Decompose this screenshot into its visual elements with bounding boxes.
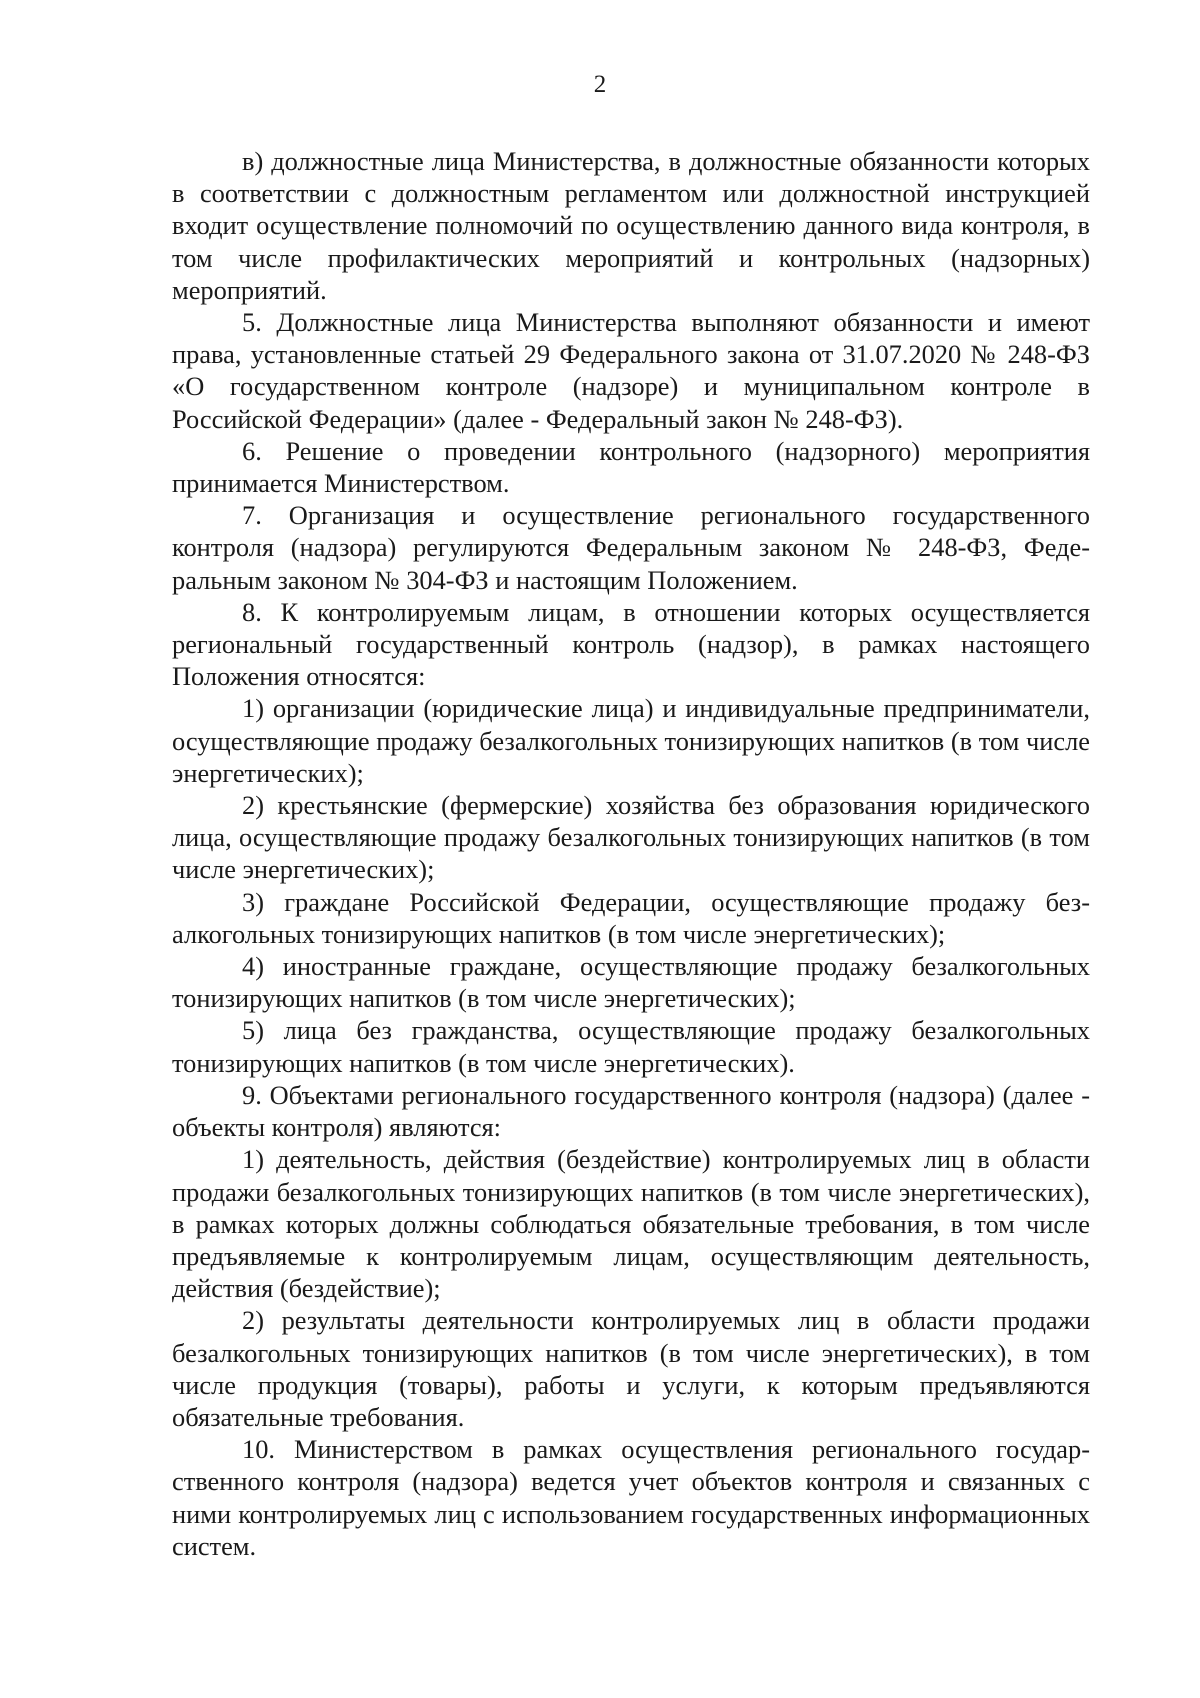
paragraph-6-decision: 6. Решение о проведении контрольного (надзорного) мероприятия принимается Министерством. (172, 435, 1090, 499)
paragraph-10-accounting: 10. Министерством в рамках осуществления регионального государственного контроля (надзора) ведется учет объектов контроля и связанных с ними контролируемых лиц с использованием государственных информационных систем. (172, 1434, 1090, 1561)
paragraph-8-controlled-persons: 8. К контролируемым лицам, в отношении которых осуществляется региональный государственный контроль (надзор), в рамках настоящего Положения относятся: (172, 596, 1090, 692)
paragraph-9-item-2: 2) результаты деятельности контролируемых лиц в области продажи безалкогольных тонизирующих напитков (в том числе энергетических), в том числе продукция (товары), работы и услуги, к которым предъявляются обязательные требования. (172, 1305, 1090, 1432)
paragraph-8-item-4: 4) иностранные граждане, осуществляющие продажу безалкогольных тонизирующих напитков (в том числе энергетических); (172, 951, 1090, 1014)
paragraph-8-item-3: 3) граждане Российской Федерации, осуществляющие продажу безалкогольных тонизирующих напитков (в том числе энергетических); (172, 886, 1090, 949)
paragraph-8-item-1: 1) организации (юридические лица) и индивидуальные предприниматели, осуществляющие продажу безалкогольных тонизирующих напитков (в том числе энергетических); (172, 693, 1090, 788)
paragraph-4v-officials: в) должностные лица Министерства, в должностные обязанности которых в соответствии с должностным регламентом или должностной инструкцией входит осуществление полномочий по осуществлению данного вида контроля, в том числе профилактических мероприятий и контрольных (надзорных) мероприятий. (172, 146, 1090, 305)
page-number: 2 (593, 71, 607, 98)
paragraph-7-organization: 7. Организация и осуществление регионального государственного контроля (надзора) регулируются Федеральным законом № 248-ФЗ, Федеральным законом № 304-ФЗ и настоящим Положением. (172, 500, 1090, 595)
document-body (172, 145, 1090, 1562)
paragraph-8-item-2: 2) крестьянские (фермерские) хозяйства без образования юридического лица, осуществляющие продажу безалкогольных тонизирующих напитков (в том числе энергетических); (172, 790, 1090, 885)
paragraph-9-control-objects: 9. Объектами регионального государственного контроля (надзора) (далее - объекты контроля) являются: (172, 1079, 1090, 1143)
paragraph-9-item-1: 1) деятельность, действия (бездействие) контролируемых лиц в области продажи безалкогольных тонизирующих напитков (в том числе энергетических), в рамках которых должны соблюдаться обязательные требования, в том числе предъявляемые к контролируемым лицам, осуществляющим деятельность, действия (бездействие); (172, 1144, 1090, 1304)
paragraph-5-officials-duties: 5. Должностные лица Министерства выполняют обязанности и имеют права, установленные статьей 29 Федерального закона от 31.07.2020 № 248-ФЗ «О государственном контроле (надзоре) и муниципальном контроле в Российской Федерации» (далее - Федеральный закон № 248-ФЗ). (172, 307, 1090, 434)
paragraph-8-item-5: 5) лица без гражданства, осуществляющие продажу безалкогольных тонизирующих напитков (в том числе энергетических). (172, 1015, 1090, 1078)
